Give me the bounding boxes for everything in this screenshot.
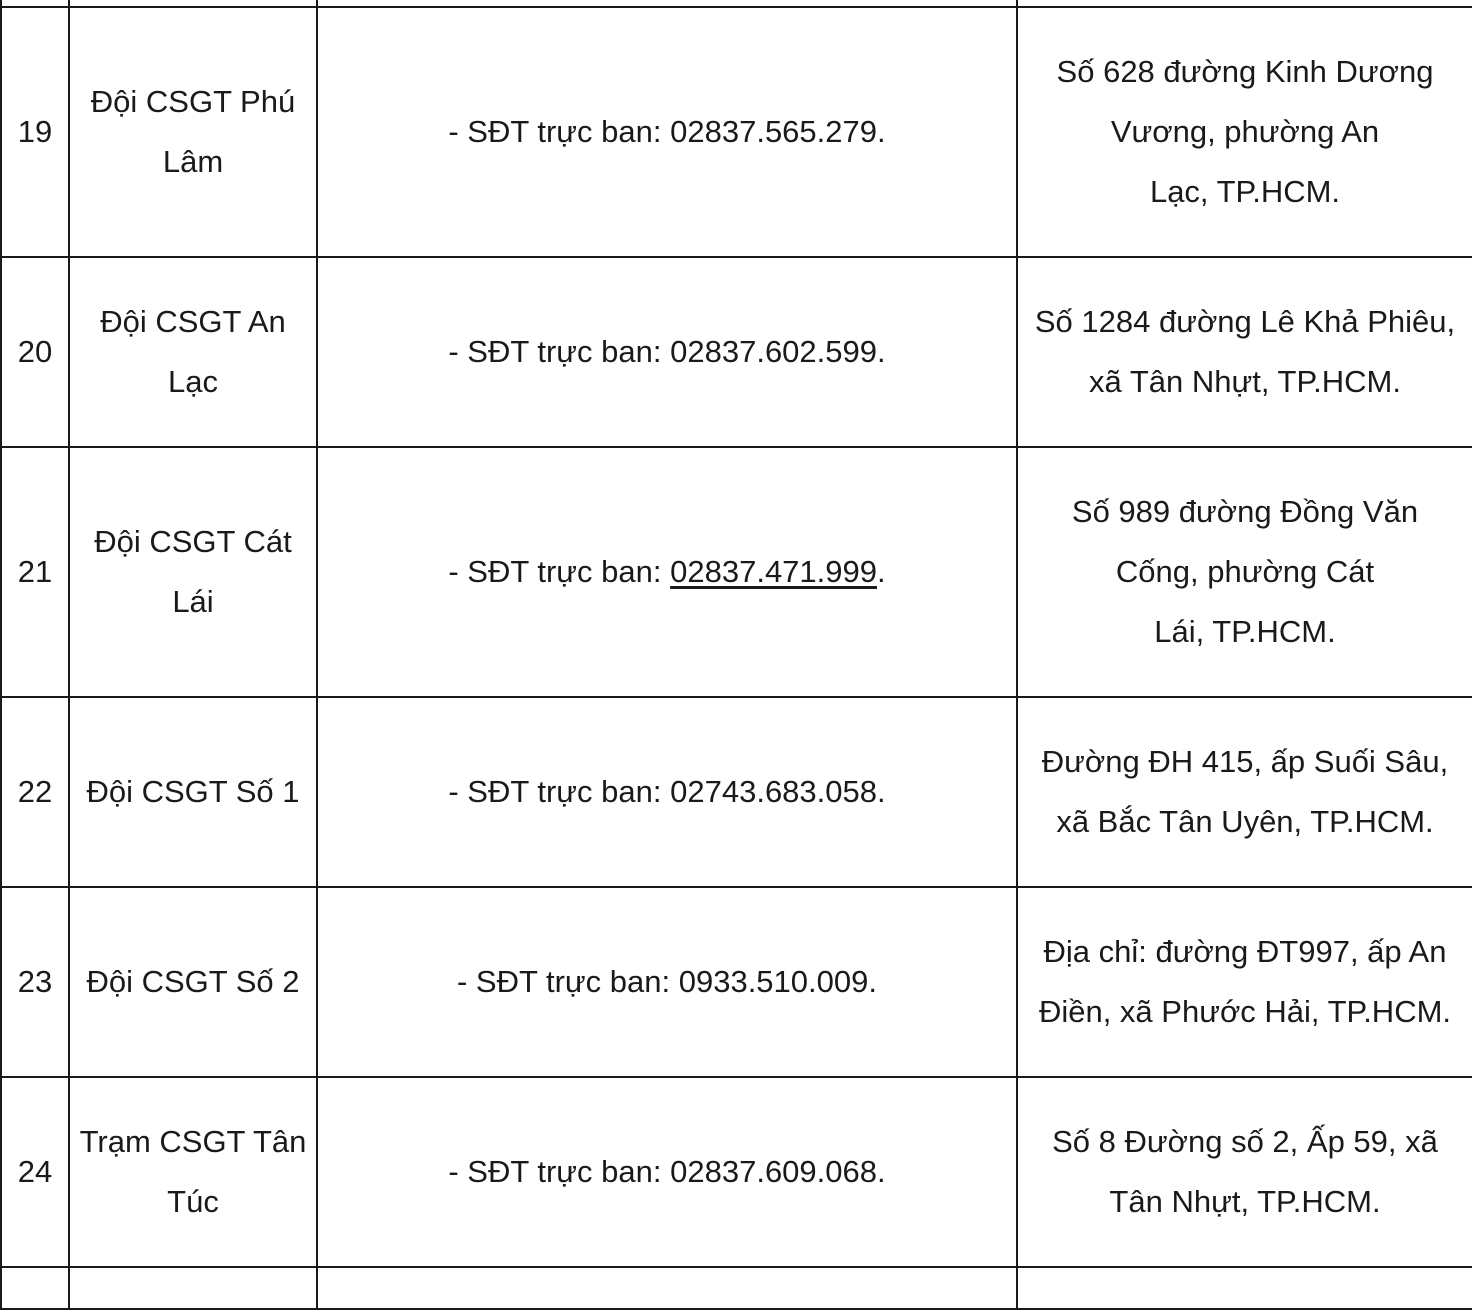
address-line: Đường ĐH 415, ấp Suối Sâu, xyxy=(1041,744,1449,779)
phone-label: - SĐT trực ban: xyxy=(448,1154,671,1189)
address-line: Vương, phường An xyxy=(1110,114,1380,149)
table-cell xyxy=(69,0,317,7)
phone-number: 02837.565.279 xyxy=(670,114,877,149)
table-row-partial-top xyxy=(1,0,1472,7)
phone-suffix: . xyxy=(868,964,877,999)
table-cell xyxy=(317,1267,1017,1309)
row-number: 22 xyxy=(1,697,69,887)
address-line: Số 989 đường Đồng Văn xyxy=(1071,494,1419,529)
phone-label: - SĐT trực ban: xyxy=(448,114,671,149)
phone-cell xyxy=(317,697,1017,887)
unit-name: Đội CSGT Cát Lái xyxy=(69,447,317,697)
row-number: 21 xyxy=(1,447,69,697)
address-line: Số 628 đường Kinh Dương xyxy=(1056,54,1434,89)
phone-suffix: . xyxy=(877,1154,886,1189)
row-number: 19 xyxy=(1,7,69,257)
address-cell xyxy=(1017,257,1472,447)
table-row xyxy=(1,257,1472,447)
phone-suffix: . xyxy=(877,774,886,809)
row-number: 23 xyxy=(1,887,69,1077)
address-cell xyxy=(1017,1077,1472,1267)
table-cell xyxy=(317,0,1017,7)
table-cell xyxy=(1,1267,69,1309)
unit-name: Đội CSGT Phú Lâm xyxy=(69,7,317,257)
address-line: xã Bắc Tân Uyên, TP.HCM. xyxy=(1056,804,1434,839)
phone-cell xyxy=(317,7,1017,257)
phone-number: 02837.602.599 xyxy=(670,334,877,369)
address-cell xyxy=(1017,697,1472,887)
table-cell xyxy=(1,0,69,7)
address-line: Số 8 Đường số 2, Ấp 59, xã xyxy=(1052,1124,1438,1159)
address-line: Điền, xã Phước Hải, TP.HCM. xyxy=(1038,994,1452,1029)
table-row xyxy=(1,887,1472,1077)
unit-name: Đội CSGT Số 2 xyxy=(69,887,317,1077)
phone-number: 02837.609.068 xyxy=(670,1154,877,1189)
unit-name: Đội CSGT An Lạc xyxy=(69,257,317,447)
table-cell xyxy=(69,1267,317,1309)
table-cell xyxy=(1017,1267,1472,1309)
address-line: Cống, phường Cát xyxy=(1115,554,1375,589)
address-line: xã Tân Nhựt, TP.HCM. xyxy=(1089,364,1401,399)
table-row-partial-bottom xyxy=(1,1267,1472,1309)
phone-suffix: . xyxy=(877,334,886,369)
phone-label: - SĐT trực ban: xyxy=(448,554,671,589)
phone-number: 0933.510.009 xyxy=(678,964,869,999)
phone-cell xyxy=(317,1077,1017,1267)
phone-number: 02743.683.058 xyxy=(670,774,877,809)
address-cell xyxy=(1017,7,1472,257)
table-row xyxy=(1,7,1472,257)
table-row xyxy=(1,697,1472,887)
phone-cell xyxy=(317,257,1017,447)
phone-suffix: . xyxy=(877,554,886,589)
unit-name: Trạm CSGT Tân Túc xyxy=(69,1077,317,1267)
phone-label: - SĐT trực ban: xyxy=(448,774,671,809)
phone-link[interactable]: 02837.471.999 xyxy=(670,554,877,589)
phone-suffix: . xyxy=(877,114,886,149)
address-line: Tân Nhựt, TP.HCM. xyxy=(1109,1184,1381,1219)
unit-name: Đội CSGT Số 1 xyxy=(69,697,317,887)
address-cell xyxy=(1017,447,1472,697)
table-cell xyxy=(1017,0,1472,7)
phone-label: - SĐT trực ban: xyxy=(448,334,671,369)
phone-cell xyxy=(317,447,1017,697)
address-line: Lạc, TP.HCM. xyxy=(1149,174,1341,209)
address-cell xyxy=(1017,887,1472,1077)
phone-label: - SĐT trực ban: xyxy=(456,964,679,999)
address-line: Số 1284 đường Lê Khả Phiêu, xyxy=(1034,304,1456,339)
table-row xyxy=(1,447,1472,697)
address-line: Địa chỉ: đường ĐT997, ấp An xyxy=(1043,934,1447,969)
table-row xyxy=(1,1077,1472,1267)
phone-cell xyxy=(317,887,1017,1077)
row-number: 20 xyxy=(1,257,69,447)
address-line: Lái, TP.HCM. xyxy=(1154,614,1336,649)
row-number: 24 xyxy=(1,1077,69,1267)
